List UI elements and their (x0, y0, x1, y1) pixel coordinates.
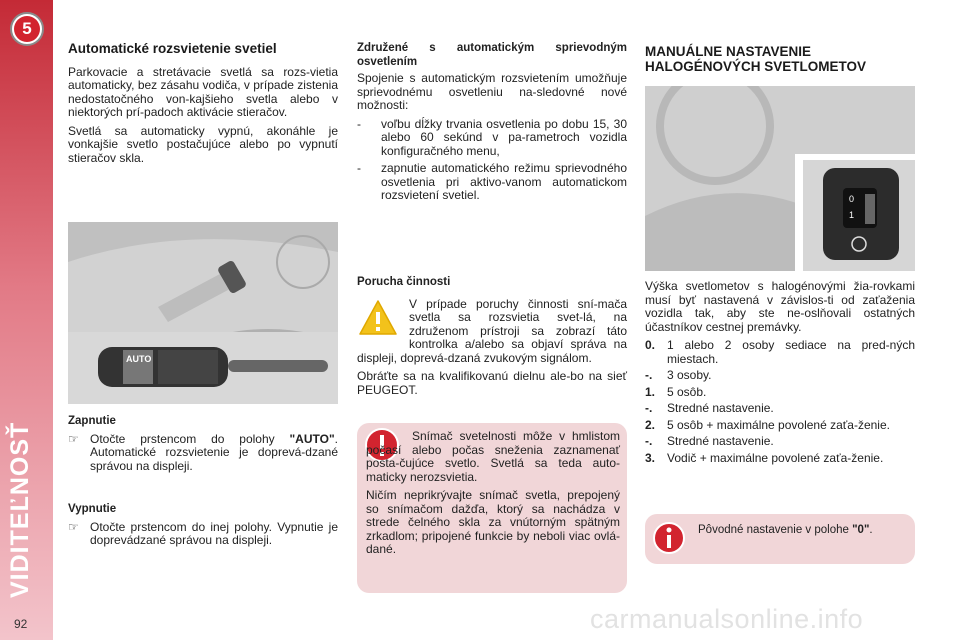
column-auto-lights-steps (68, 415, 338, 548)
switch-on-heading: Zapnutie (68, 415, 116, 427)
switch-off-heading: Vypnutie (68, 503, 117, 515)
column-headlamp-adjust (645, 44, 915, 74)
list-item: 3. Vodič + maximálne povolené zaťa-ženie. (645, 450, 884, 465)
list-item: 2. 5 osôb + maximálne povolené zaťa-ženie. (645, 417, 890, 432)
sensor-note-text (366, 430, 620, 562)
list-item: -. 3 osoby. (645, 368, 712, 382)
default-position: "0" (852, 524, 870, 536)
chapter-number: 5 (14, 16, 40, 42)
switch-on-step (68, 433, 338, 474)
paragraph: Parkovacie a stretávacie svetlá sa rozs-vietia automaticky, bez zásahu vodiča, v prípade zistenia nedostatočného von-kajšieho svetla alebo v niektorých prí-padoch aktivácie stieračov. (68, 64, 338, 119)
paragraph: Snímač svetelnosti môže v hmlistom počasí alebo počas sneženia zaznamenať posta-čujúce svetlo. Svetlá sa teda auto-maticky nerozsvietia. (366, 429, 620, 484)
watermark: carmanualsonline.info (590, 604, 864, 634)
list-item: - voľbu dĺžky trvania osvetlenia po dobu 15, 30 alebo 60 sekúnd v pa-rametroch vozidla konfiguračného menu, (357, 116, 627, 158)
step-text: Otočte prstencom do inej polohy. Vypnutie je doprevádzané správou na displeji. (90, 519, 338, 547)
heading-line: MANUÁLNE NASTAVENIE (645, 44, 812, 59)
headlamp-dial-image (645, 86, 915, 271)
section-heading: Združené s automatickým sprievodným osvetlením (357, 42, 627, 68)
paragraph: Spojenie s automatickým rozsvietením umožňuje sprievodnému osvetleniu na-sledovné nové možnosti: (357, 71, 627, 112)
stalk-illustration (68, 222, 338, 404)
column-auto-lights (68, 42, 338, 170)
info-text: Pôvodné nastavenie v polohe "0". (698, 524, 873, 536)
options-list (357, 118, 627, 203)
column-guide-lighting (357, 42, 627, 207)
switch-off-step (68, 521, 338, 548)
paragraph: Obráťte sa na kvalifikovanú dielnu ale-bo na sieť PEUGEOT. (357, 369, 627, 397)
chapter-badge (10, 12, 44, 46)
hand-pointer-icon: ☞ (68, 519, 79, 534)
section-heading: Automatické rozsvietenie svetiel (68, 41, 277, 56)
hand-pointer-icon: ☞ (68, 431, 79, 446)
list-item: 1. 5 osôb. (645, 384, 707, 399)
dial-mark-0: 0 (849, 194, 855, 204)
auto-position: "AUTO" (289, 431, 335, 446)
auto-label: AUTO (126, 354, 152, 364)
paragraph: Ničím neprikrývajte snímač svetla, prepojený so snímačom dažďa, ktorý sa nachádza v strede čelného skla za vnútorným spätným zrkadlom; pripojené funkcie by neboli viac ovlá-dané. (366, 488, 620, 556)
dial-mark-1: 1 (849, 210, 855, 220)
list-item: -. Stredné nastavenie. (645, 434, 774, 448)
warning-triangle-icon (357, 298, 405, 344)
page-number: 92 (14, 617, 28, 631)
column-fault (357, 276, 627, 402)
paragraph: Výška svetlometov s halogénovými žia-rovkami musí byť nastavená v závislos-ti od zaťaženia vozidla tak, aby ste ne-oslňovali ostatných účastníkov cestnej premávky. (645, 279, 915, 334)
section-heading (645, 44, 915, 74)
heading-line: HALOGÉNOVÝCH SVETLOMETOV (645, 59, 867, 74)
column-headlamp-text (645, 280, 915, 468)
load-positions-list (645, 339, 915, 465)
info-icon (652, 520, 686, 556)
lighting-stalk-image (68, 222, 338, 404)
list-item: - zapnutie automatického režimu sprievodného osvetlenia pri aktivo-vanom automatickom rozsvietení svetiel. (357, 161, 627, 202)
list-item: 0. 1 alebo 2 osoby sediace na pred-ných miestach. (645, 338, 915, 366)
list-item: -. Stredné nastavenie. (645, 401, 774, 415)
chapter-title: VIDITEĽNOSŤ (6, 421, 34, 598)
paragraph: Svetlá sa automaticky vypnú, akonáhle je vonkajšie svetlo postačujúce alebo po vypnutí stieračov skla. (68, 123, 338, 165)
paragraph: V prípade poruchy činnosti sní-mača svetla sa rozsvietia svet-lá, na združenom prístroji sa zobrazí táto kontrolka a/alebo sa objaví správa na displeji, doprevá-dzaná zvukovým signálom. (357, 296, 627, 365)
step-text: . Automatické rozsvietenie je doprevá-dzané správou na displeji. (90, 431, 338, 473)
fault-heading: Porucha činnosti (357, 276, 451, 288)
step-text: Otočte prstencom do polohy (90, 431, 290, 446)
dial-illustration (645, 86, 915, 271)
